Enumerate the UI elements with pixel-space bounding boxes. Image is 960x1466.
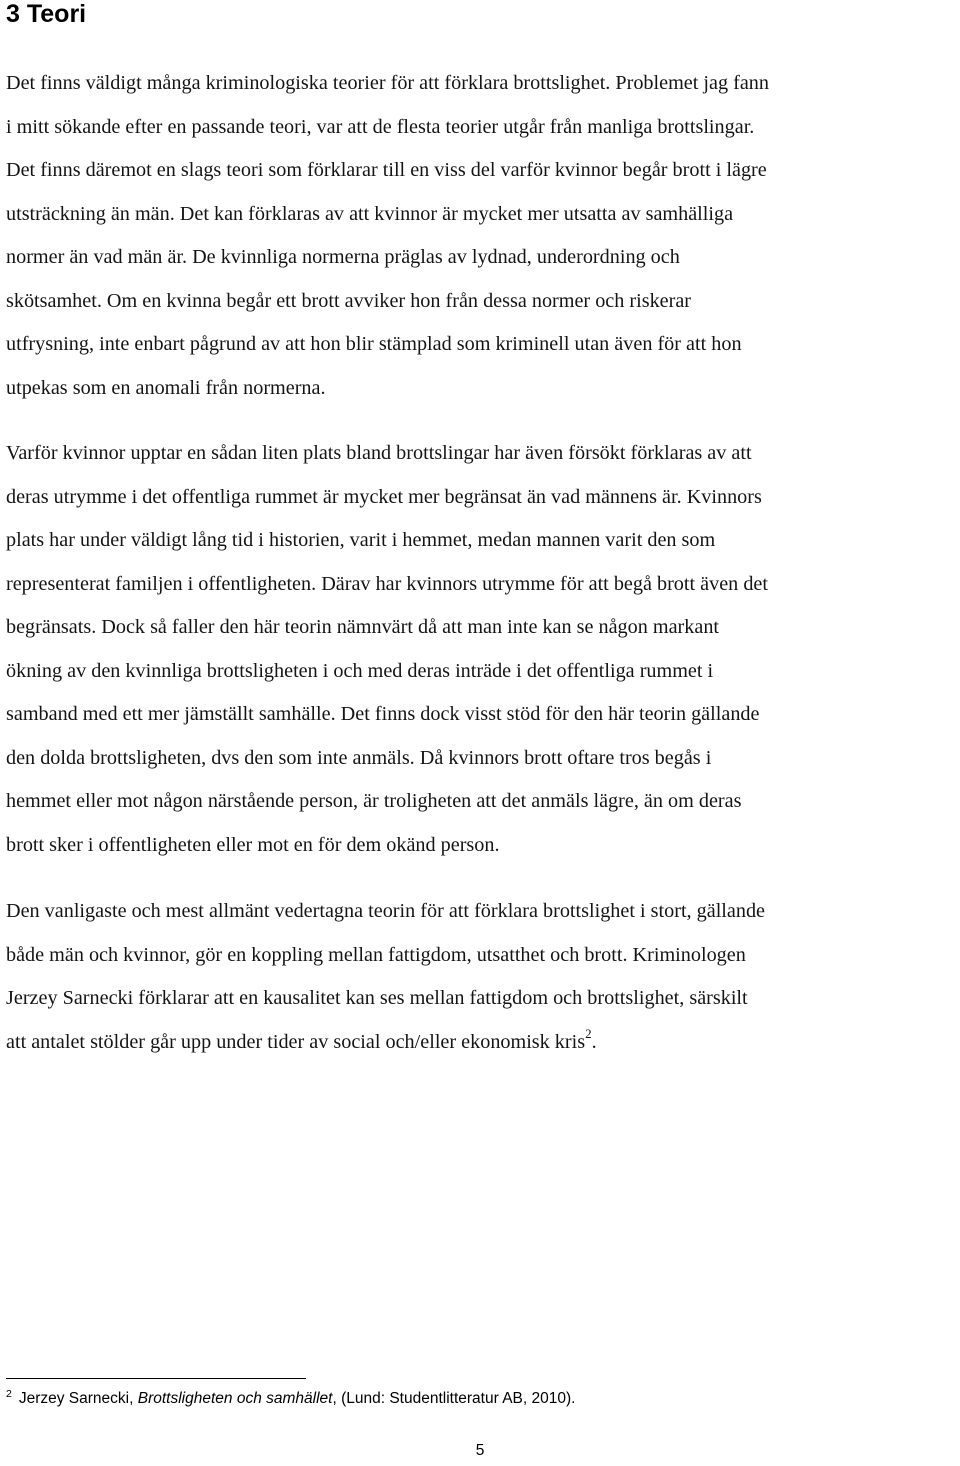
text-line: ökning av den kvinnliga brottsligheten i och med deras inträde i det offentliga rummet i [6,659,714,682]
text-line-end: . [591,1030,597,1053]
paragraph-3 [6,890,960,1064]
paragraph-1 [6,62,960,410]
section-heading: 3 Teori [6,0,87,28]
text-line: Det finns väldigt många kriminologiska teorier för att förklara brottslighet. Problemet jag fann [6,72,769,94]
text-line: utsträckning än män. Det kan förklaras av att kvinnor är mycket mer utsatta av samhälliga [6,202,734,225]
text-line: deras utrymme i det offentliga rummet är mycket mer begränsat än vad männens är. Kvinnors [6,485,762,508]
text-line: utpekas som en anomali från normerna. [6,376,326,399]
text-line: Jerzey Sarnecki förklarar att en kausalitet kan ses mellan fattigdom och brottslighet, särskilt [6,987,748,1009]
text-line-last [6,1021,960,1065]
text-line-body: att antalet stölder går upp under tider av social och/eller ekonomisk kris [6,1030,586,1053]
text-line: Det finns däremot en slags teori som förklarar till en viss del varför kvinnor begår brott i lägre [6,159,767,181]
text-line: begränsats. Dock så faller den här teorin nämnvärt då att man inte kan se någon markant [6,616,720,638]
text-line: hemmet eller mot någon närstående person, är troligheten att det anmäls lägre, än om deras [6,790,742,812]
page-number: 5 [475,1442,485,1459]
text-line: den dolda brottsligheten, dvs den som inte anmäls. Då kvinnors brott oftare tros begås i [6,746,712,769]
text-line: utfrysning, inte enbart pågrund av att hon blir stämplad som kriminell utan även för att hon [6,333,742,355]
text-line: plats har under väldigt lång tid i historien, varit i hemmet, medan mannen varit den som [6,529,716,551]
text-line: representerat familjen i offentligheten. Därav har kvinnors utrymme för att begå brott även det [6,572,768,595]
text-line: skötsamhet. Om en kvinna begår ett brott avviker hon från dessa normer och riskerar [6,289,692,312]
footnote-author: Jerzey Sarnecki, [18,1390,138,1407]
text-line: i mitt sökande efter en passande teori, var att de flesta teorier utgår från manliga brottslingar. [6,115,755,138]
footnote-reference[interactable]: 2 [585,1025,592,1041]
footnote [6,1390,575,1408]
text-line: brott sker i offentligheten eller mot en för dem okänd person. [6,833,500,856]
text-line: normer än vad män är. De kvinnliga normerna präglas av lydnad, underordning och [6,246,680,268]
paragraph-2 [6,432,960,867]
footnote-separator [6,1378,306,1379]
text-line: Den vanligaste och mest allmänt vedertagna teorin för att förklara brottslighet i stort, gällande [6,900,766,922]
footnote-number: 2 [6,1388,12,1400]
text-line: både män och kvinnor, gör en koppling mellan fattigdom, utsatthet och brott. Kriminologen [6,943,746,966]
footnote-details: , (Lund: Studentlitteratur AB, 2010). [332,1390,576,1407]
footnote-title: Brottsligheten och samhället [137,1390,333,1407]
text-line: Varför kvinnor upptar en sådan liten plats bland brottslingar har även försökt förklaras av att [6,442,752,464]
text-line: samband med ett mer jämställt samhälle. Det finns dock visst stöd för den här teorin gällande [6,703,760,725]
